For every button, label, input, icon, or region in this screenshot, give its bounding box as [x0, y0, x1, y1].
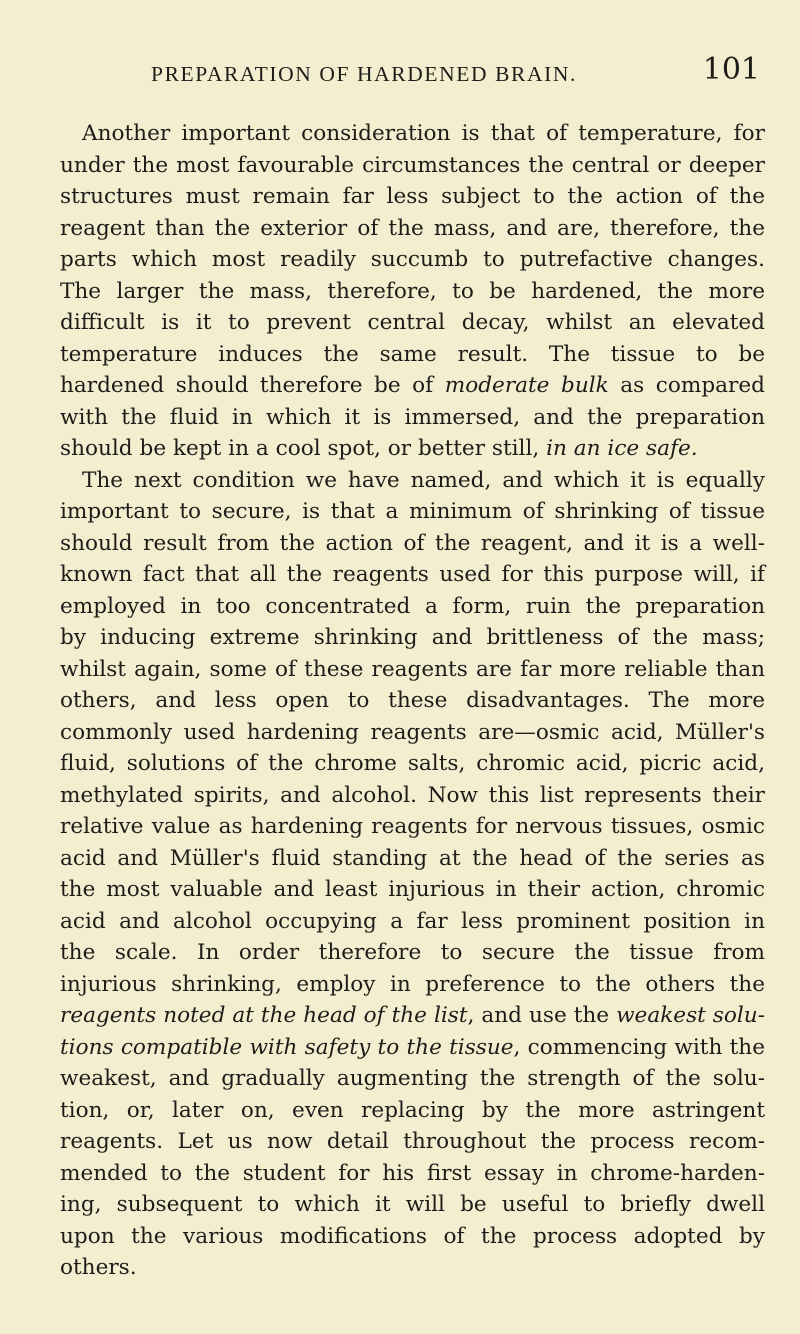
text-line: [60, 1032, 765, 1064]
text-run: whilst again, some of these reagents are far more reliable than: [60, 656, 765, 682]
text-run: reagent than the exterior of the mass, and are, therefore, the: [60, 215, 765, 241]
italic-text: reagents noted at the head of the list: [60, 1003, 468, 1028]
text-run: hardened should therefore be of: [60, 373, 445, 398]
text-run: as compared: [608, 373, 765, 398]
text-run: employed in too concentrated a form, ruin the preparation: [60, 593, 765, 619]
text-run: The larger the mass, therefore, to be hardened, the more: [60, 278, 765, 304]
text-line: [60, 780, 765, 812]
text-line: [60, 496, 765, 528]
text-line: [60, 685, 765, 717]
text-line: [60, 906, 765, 938]
text-line: [60, 402, 765, 434]
text-line: [60, 622, 765, 654]
text-line: [60, 969, 765, 1001]
italic-text: moderate bulk: [444, 373, 609, 398]
text-line: [60, 1000, 765, 1032]
text-run: important to secure, is that a minimum of shrinking of tissue: [60, 499, 765, 524]
text-run: fluid, solutions of the chrome salts, chromic acid, picric acid,: [60, 751, 765, 776]
text-line: [60, 465, 765, 497]
text-run: should result from the action of the reagent, and it is a well-: [60, 530, 765, 556]
text-run: reagents. Let us now detail throughout the process recom-: [60, 1129, 765, 1154]
text-line: [60, 339, 765, 371]
text-run: acid and alcohol occupying a far less prominent position in: [60, 908, 765, 934]
text-line: [60, 1063, 765, 1095]
text-run: , and use the: [467, 1003, 617, 1028]
body-text: [60, 118, 765, 1284]
text-line: [60, 811, 765, 843]
text-line: [60, 1252, 765, 1284]
text-run: others, and less open to these disadvantages. The more: [60, 688, 765, 713]
text-line: [60, 748, 765, 780]
text-line: [60, 843, 765, 875]
text-run: Another important consideration is that of temperature, for: [82, 121, 765, 146]
text-run: , commencing with the: [513, 1034, 765, 1060]
text-run: mended to the student for his first essay in chrome-harden-: [60, 1160, 765, 1186]
text-run: under the most favourable circumstances the central or deeper: [60, 152, 765, 178]
text-run: difficult is it to prevent central decay, whilst an elevated: [60, 310, 765, 335]
text-run: should be kept in a cool spot, or better still,: [60, 436, 547, 461]
running-title: PREPARATION OF HARDENED BRAIN.: [151, 62, 577, 86]
text-run: with the fluid in which it is immersed, and the preparation: [60, 404, 765, 430]
text-line: [60, 591, 765, 623]
text-line: [60, 150, 765, 182]
text-line: [60, 307, 765, 339]
text-run: injurious shrinking, employ in preference to the others the: [60, 971, 765, 997]
text-run: relative value as hardening reagents for nervous tissues, osmic: [60, 814, 765, 839]
text-line: [60, 213, 765, 245]
text-line: [60, 1221, 765, 1253]
text-line: [60, 1158, 765, 1190]
text-run: temperature induces the same result. The tissue to be: [60, 341, 765, 367]
text-line: [60, 370, 765, 402]
text-run: structures must remain far less subject to the action of the: [60, 184, 765, 209]
text-line: [60, 874, 765, 906]
text-run: methylated spirits, and alcohol. Now this list represents their: [60, 782, 765, 808]
text-line: [60, 1189, 765, 1221]
text-line: [60, 118, 765, 150]
text-run: tion, or, later on, even replacing by the more astringent: [60, 1097, 765, 1123]
text-run: acid and Müller's fluid standing at the head of the series as: [60, 845, 765, 871]
text-line: [60, 181, 765, 213]
text-line: [60, 717, 765, 749]
running-head: [60, 52, 760, 104]
text-line: [60, 244, 765, 276]
text-run: commonly used hardening reagents are—osmic acid, Müller's: [60, 719, 765, 745]
text-run: others.: [60, 1255, 137, 1280]
text-line: [60, 528, 765, 560]
text-line: [60, 276, 765, 308]
italic-text: weakest solu-: [616, 1003, 765, 1028]
italic-text: tions compatible with safety to the tissue: [60, 1034, 514, 1060]
text-line: [60, 1126, 765, 1158]
text-line: [60, 559, 765, 591]
text-run: by inducing extreme shrinking and brittleness of the mass;: [60, 625, 765, 650]
text-run: known fact that all the reagents used for this purpose will, if: [60, 562, 765, 587]
italic-text: in an ice safe.: [546, 436, 698, 461]
text-run: ing, subsequent to which it will be useful to briefly dwell: [60, 1192, 765, 1217]
text-run: the most valuable and least injurious in their action, chromic: [60, 877, 765, 902]
text-line: [60, 1095, 765, 1127]
text-run: weakest, and gradually augmenting the strength of the solu-: [60, 1066, 765, 1091]
text-run: upon the various modifications of the process adopted by: [60, 1223, 765, 1249]
text-run: The next condition we have named, and which it is equally: [82, 467, 765, 493]
text-run: the scale. In order therefore to secure the tissue from: [60, 940, 765, 965]
text-run: parts which most readily succumb to putrefactive changes.: [60, 247, 765, 272]
page-number: 101: [702, 52, 760, 87]
text-line: [60, 654, 765, 686]
text-line: [60, 937, 765, 969]
text-line: [60, 433, 765, 465]
